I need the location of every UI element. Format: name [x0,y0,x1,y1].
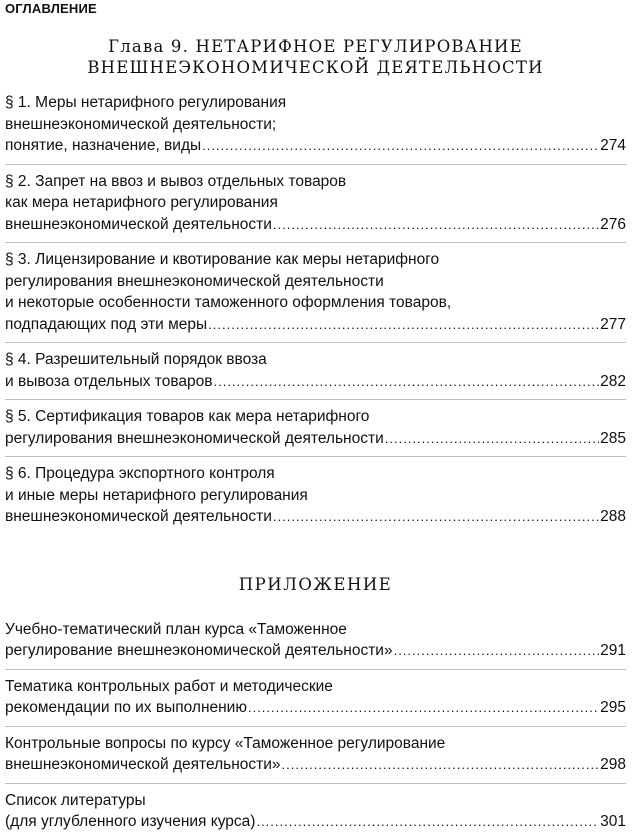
toc-entry-final-line [5,428,626,450]
entry-divider [5,342,626,343]
entry-divider [5,164,626,165]
entry-divider [5,726,626,727]
toc-entry-line: (для углубленного изучения курса) [5,813,256,830]
toc-entry-line: внешнеэкономической деятельности [5,215,272,233]
dot-leader [385,428,599,450]
toc-entry[interactable] [5,733,626,776]
toc-entry-line: Учебно-тематический план курса «Таможенное [5,620,347,638]
chapter-title-line-2: ВНЕШНЕЭКОНОМИЧЕСКОЙ ДЕЯТЕЛЬНОСТИ [87,58,544,77]
entry-divider [5,399,626,400]
dot-leader [213,371,599,393]
toc-entry-final-line [5,754,626,776]
toc-entry-line: как мера нетарифного регулирования [5,194,278,211]
toc-entry-line: § 5. Сертификация товаров как мера нетарифного [5,408,370,425]
chapter-entries [5,92,626,528]
toc-entry-line: регулирования внешнеэкономической деятельности [5,429,384,447]
toc-entry[interactable] [5,676,626,719]
page-number: 277 [600,315,626,333]
chapter-title [5,36,626,78]
entry-divider [5,669,626,670]
page-number: 274 [600,137,626,154]
page-number: 285 [600,429,626,447]
toc-entry-line: подпадающих под эти меры [5,315,208,333]
page-number: 282 [600,372,626,390]
dot-leader [282,754,600,776]
dot-leader [394,640,600,662]
toc-entry-final-line [5,640,626,662]
entry-divider [5,242,626,243]
toc-entry-line: регулирование внешнеэкономической деятельности» [5,642,393,659]
page-number: 291 [600,642,626,659]
toc-entry-line: Контрольные вопросы по курсу «Таможенное регулирование [5,734,446,752]
toc-entry-line: § 6. Процедура экспортного контроля [5,465,275,482]
toc-entry-line: и некоторые особенности таможенного оформления товаров, [5,294,452,311]
toc-entry[interactable] [5,249,626,335]
toc-entry-line: § 4. Разрешительный порядок ввоза [5,351,267,368]
page-number: 298 [600,756,626,773]
toc-entry-final-line [5,135,626,157]
toc-entry-final-line [5,506,626,528]
toc-entry[interactable] [5,463,626,528]
page-number: 295 [600,699,626,716]
toc-entry-line: § 3. Лицензирование и квотирование как меры нетарифного [5,251,440,268]
page-number: 288 [600,508,626,525]
toc-entry[interactable] [5,790,626,833]
dot-leader [256,811,599,833]
dot-leader [202,135,599,157]
toc-entry[interactable] [5,171,626,236]
toc-entry[interactable] [5,92,626,157]
toc-entry-line: Список литературы [5,791,146,809]
entry-divider [5,783,626,784]
toc-entry-line: регулирования внешнеэкономической деятельности [5,272,384,290]
toc-entry-line: внешнеэкономической деятельности» [5,756,281,773]
toc-entry-final-line [5,214,626,236]
toc-entry-final-line [5,371,626,393]
dot-leader [208,314,599,336]
dot-leader [248,697,599,719]
chapter-title-line-1: Глава 9. НЕТАРИФНОЕ РЕГУЛИРОВАНИЕ [108,37,523,56]
toc-entry-line: понятие, назначение, виды [5,137,202,154]
running-head: ОГЛАВЛЕНИЕ [5,1,97,16]
page-number: 301 [600,813,626,830]
toc-entry-line: и иные меры нетарифного регулирования [5,486,308,504]
entry-divider [5,456,626,457]
toc-entry-line: Тематика контрольных работ и методические [5,677,333,695]
appendix-entries [5,619,626,833]
toc-entry[interactable] [5,619,626,662]
toc-entry-line: рекомендации по их выполнению [5,699,247,716]
toc-entry-line: и вывоза отдельных товаров [5,372,213,390]
toc-entry-line: внешнеэкономической деятельности; [5,115,277,133]
toc-entry[interactable] [5,406,626,449]
toc-entry-final-line [5,314,626,336]
toc-entry-line: § 2. Запрет на ввоз и вывоз отдельных товаров [5,172,347,190]
toc-entry[interactable] [5,349,626,392]
toc-entry-final-line [5,811,626,833]
appendix-title: ПРИЛОЖЕНИЕ [238,574,393,594]
toc-entry-final-line [5,697,626,719]
dot-leader [273,506,599,528]
dot-leader [273,214,599,236]
page-number: 276 [600,215,626,233]
toc-entry-line: § 1. Меры нетарифного регулирования [5,94,287,111]
toc-entry-line: внешнеэкономической деятельности [5,508,272,525]
